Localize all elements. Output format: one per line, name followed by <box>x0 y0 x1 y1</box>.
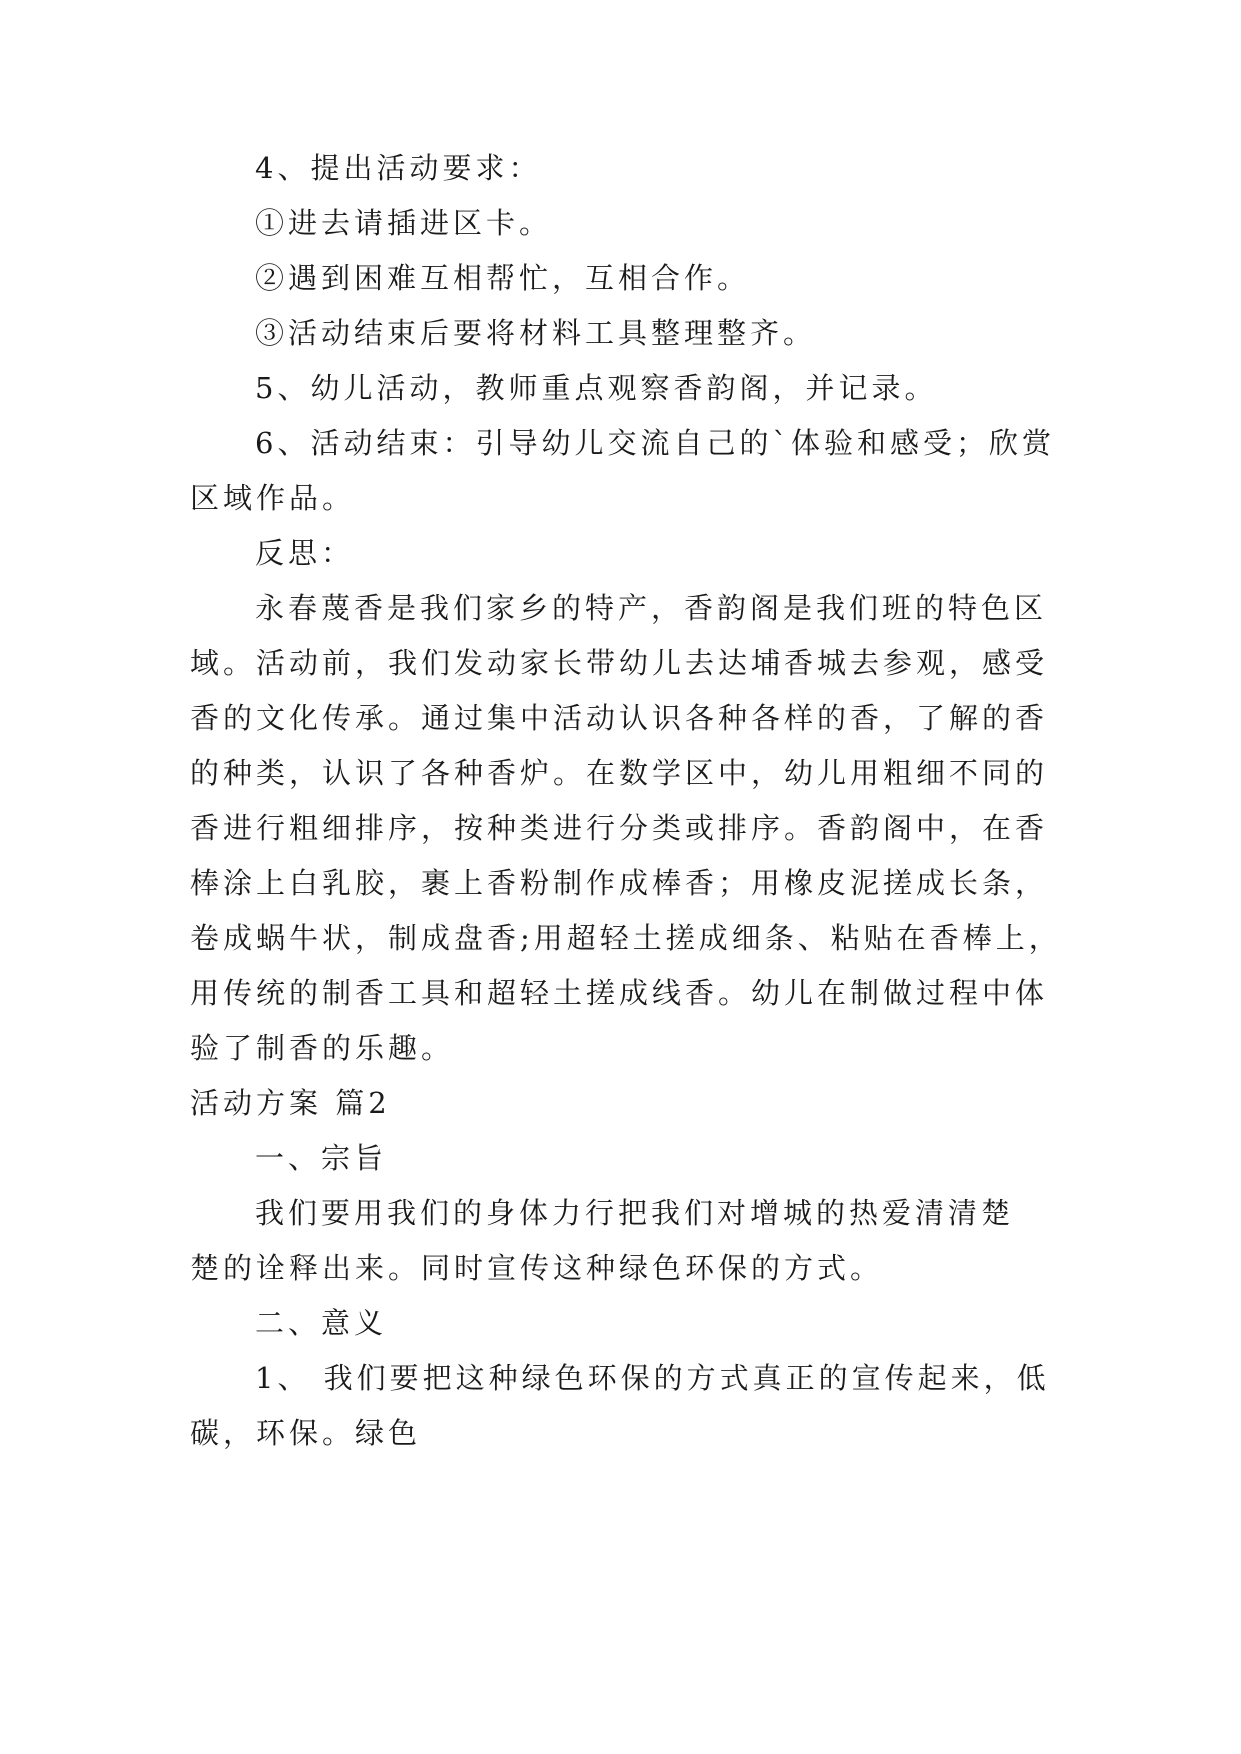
text-line: 香的文化传承。通过集中活动认识各种各样的香，了解的香 <box>190 701 1049 735</box>
text-line: 我们要用我们的身体力行把我们对增城的热爱清清楚 <box>255 1196 1015 1230</box>
text-line: 卷成蜗牛状，制成盘香;用超轻土搓成细条、粘贴在香棒上， <box>190 921 1062 955</box>
text-line: 二、意义 <box>255 1306 388 1340</box>
text-line: 区域作品。 <box>190 481 356 515</box>
text-line: 碳，环保。绿色 <box>190 1416 422 1450</box>
text-line: 6、活动结束：引导幼儿交流自己的`体验和感受；欣赏 <box>255 426 1055 460</box>
text-line: ③活动结束后要将材料工具整理整齐。 <box>255 316 817 350</box>
text-line: 棒涂上白乳胶，裹上香粉制作成棒香；用橡皮泥搓成长条， <box>190 866 1049 900</box>
text-line: 永春蔑香是我们家乡的特产，香韵阁是我们班的特色区 <box>255 591 1048 625</box>
section-heading: 活动方案 篇2 <box>190 1086 391 1120</box>
text-line: ①进去请插进区卡。 <box>255 206 553 240</box>
text-line: 反思： <box>255 536 355 570</box>
text-line: 的种类，认识了各种香炉。在数学区中，幼儿用粗细不同的 <box>190 756 1049 790</box>
text-line: 1、 我们要把这种绿色环保的方式真正的宣传起来，低 <box>255 1361 1050 1395</box>
text-line: 4、提出活动要求： <box>255 151 542 185</box>
text-line: 5、幼儿活动，教师重点观察香韵阁，并记录。 <box>255 371 938 405</box>
text-line: 香进行粗细排序，按种类进行分类或排序。香韵阁中，在香 <box>190 811 1049 845</box>
text-line: 用传统的制香工具和超轻土搓成线香。幼儿在制做过程中体 <box>190 976 1049 1010</box>
text-line: 一、宗旨 <box>255 1141 388 1175</box>
text-line: 楚的诠释出来。同时宣传这种绿色环保的方式。 <box>190 1251 884 1285</box>
text-line: 验了制香的乐趣。 <box>190 1031 455 1065</box>
text-line: ②遇到困难互相帮忙，互相合作。 <box>255 261 751 295</box>
text-line: 域。活动前，我们发动家长带幼儿去达埔香城去参观，感受 <box>190 646 1049 680</box>
